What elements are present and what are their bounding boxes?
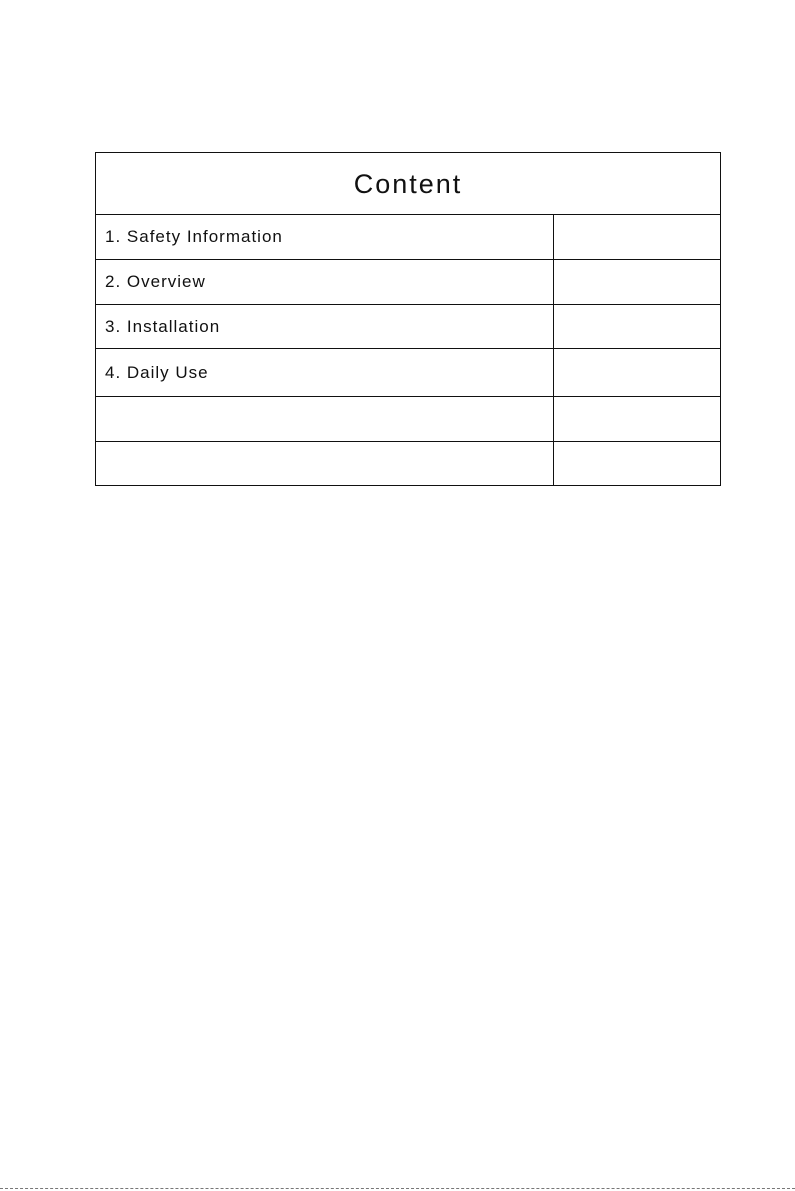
toc-entry-page (554, 397, 720, 441)
toc-entry-page (554, 305, 720, 348)
toc-row (96, 397, 720, 442)
toc-entry-page (554, 215, 720, 259)
toc-row (96, 442, 720, 485)
toc-entry-page (554, 442, 720, 485)
toc-entry-page (554, 260, 720, 304)
page-edge-rule (0, 1188, 795, 1189)
toc-entry-label (96, 442, 554, 485)
table-of-contents (95, 152, 721, 486)
toc-entry-label: 2. Overview (96, 260, 554, 304)
toc-entry-page (554, 349, 720, 396)
toc-entry-label (96, 397, 554, 441)
toc-entry-label: 1. Safety Information (96, 215, 554, 259)
toc-row (96, 349, 720, 397)
toc-row (96, 305, 720, 349)
toc-title: Content (96, 153, 720, 215)
toc-entry-label: 4. Daily Use (96, 349, 554, 396)
toc-row (96, 260, 720, 305)
toc-row (96, 215, 720, 260)
toc-entry-label: 3. Installation (96, 305, 554, 348)
